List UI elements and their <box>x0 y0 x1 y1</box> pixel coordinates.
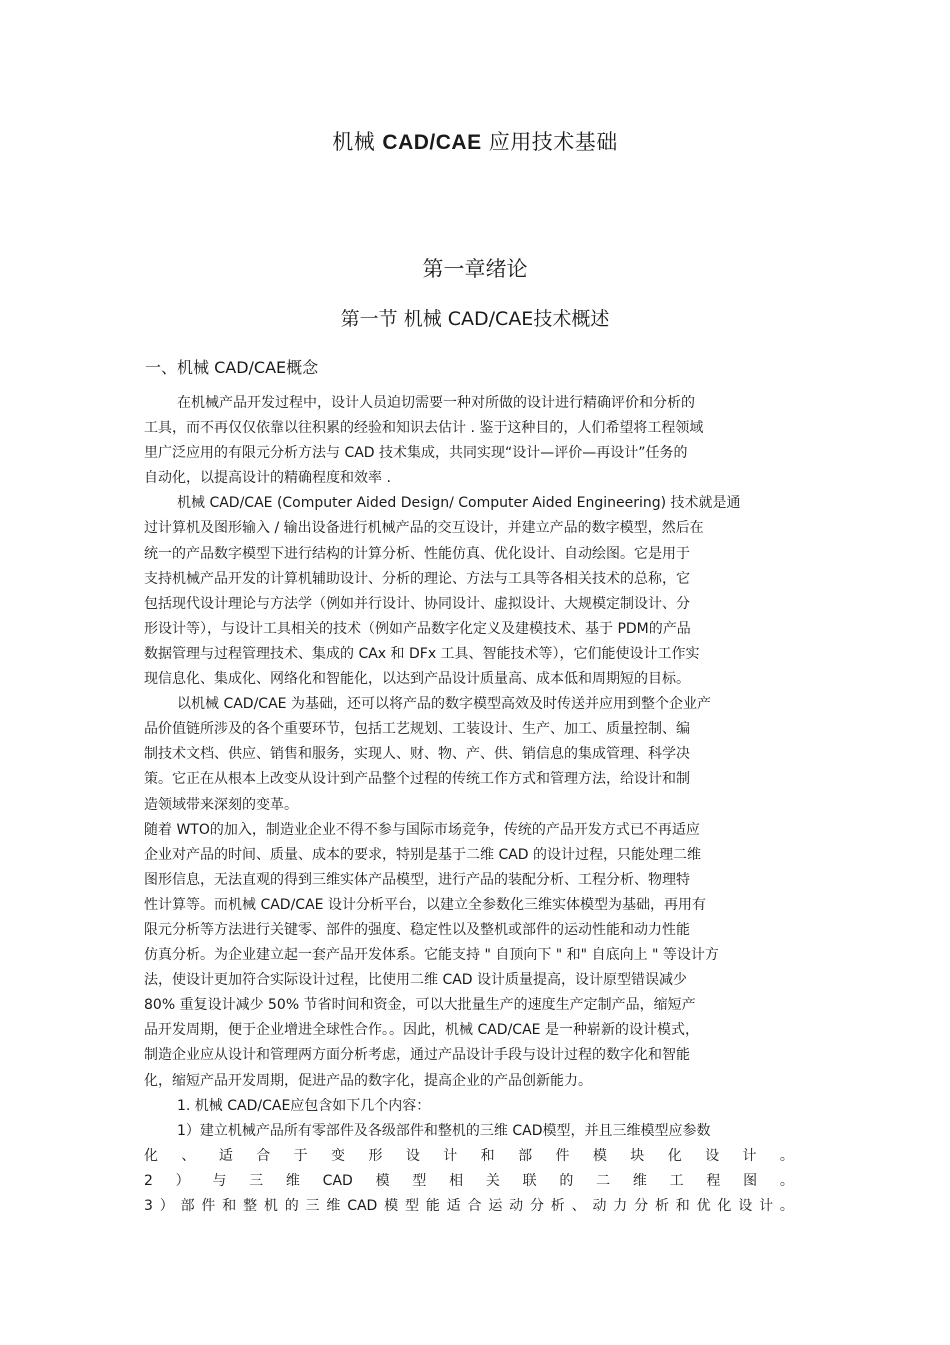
text-line: 造领域带来深刻的变革。 <box>144 796 298 813</box>
text-line: 策。它正在从根本上改变从设计到产品整个过程的传统工作方式和管理方法，给设计和制 <box>144 771 690 788</box>
spread-char: 模 <box>592 1147 607 1164</box>
text-line: 以机械 CAD/CAE 为基础，还可以将产品的数字模型高效及时传送并应用到整个企业产 <box>177 696 711 713</box>
spread-char: 优 <box>696 1198 711 1214</box>
spread-char: 。 <box>779 1172 794 1189</box>
spread-char: 化 <box>144 1147 158 1164</box>
spread-char: 机 <box>263 1198 278 1214</box>
title-prefix: 机械 <box>332 130 383 154</box>
body-text <box>144 391 804 1219</box>
spread-char: 维 <box>326 1198 341 1214</box>
spread-char: 能 <box>425 1198 440 1214</box>
spread-char: 设 <box>705 1147 720 1164</box>
spread-char: 三 <box>249 1172 264 1189</box>
spread-char: 。 <box>779 1147 794 1164</box>
section-title: 第一节 机械 CAD/CAE技术概述 <box>340 308 610 330</box>
spread-char: 模 <box>384 1198 399 1214</box>
spread-char: 块 <box>630 1147 645 1164</box>
spread-char: 计 <box>759 1198 774 1214</box>
title-suffix: 应用技术基础 <box>481 130 618 154</box>
spread-line-3 <box>144 1194 794 1219</box>
text-line: 仿真分析。为企业建立起一套产品开发体系。它能支持 " 自顶向下 " 和" 自底向上 " 等设计方 <box>144 947 719 964</box>
text-line: 机械 CAD/CAE (Computer Aided Design/ Computer Aided Engineering) 技术就是通 <box>177 495 741 512</box>
spread-char: 分 <box>529 1198 544 1214</box>
text-line: 企业对产品的时间、质量、成本的要求，特别是基于二维 CAD 的设计过程，只能处理二维 <box>144 846 702 863</box>
text-line: 图形信息，无法直观的得到三维实体产品模型，进行产品的装配分析、工程分析、物理特 <box>144 871 690 888</box>
spread-char: 分 <box>634 1198 649 1214</box>
spread-char: 动 <box>592 1198 607 1214</box>
text-line: 品价值链所涉及的各个重要环节，包括工艺规划、工装设计、生产、加工、质量控制、编 <box>144 721 690 738</box>
spread-char: 和 <box>480 1147 495 1164</box>
text-line: 里广泛应用的有限元分析方法与 CAD 技术集成，共同实现“设计—评价—再设计”任务的 <box>144 445 688 462</box>
spread-line-2 <box>144 1169 794 1194</box>
text-line: 1. 机械 CAD/CAE应包含如下几个内容： <box>177 1097 431 1114</box>
spread-line-1 <box>144 1144 794 1169</box>
spread-char: 变 <box>331 1147 346 1164</box>
spread-char: 设 <box>738 1198 753 1214</box>
spread-char: 维 <box>285 1172 300 1189</box>
spread-char: 部 <box>180 1198 195 1214</box>
spread-char: 关 <box>485 1172 500 1189</box>
spread-char: 与 <box>212 1172 227 1189</box>
spread-char: CAD <box>347 1198 378 1214</box>
text-line: 性计算等。而机械 CAD/CAE 设计分析平台，以建立全参数化三维实体模型为基础，再用有 <box>144 896 706 913</box>
text-line: 法，使设计更加符合实际设计过程，比使用二维 CAD 设计质量提高，设计原型错误减少 <box>144 972 688 989</box>
spread-char: ） <box>175 1172 190 1189</box>
spread-char: 相 <box>449 1172 464 1189</box>
spread-char: 运 <box>488 1198 503 1214</box>
spread-char: 工 <box>669 1172 684 1189</box>
chapter-title: 第一章绪论 <box>422 257 528 281</box>
spread-char: 的 <box>284 1198 299 1214</box>
spread-char: 和 <box>222 1198 237 1214</box>
text-line: 自动化，以提高设计的精确程度和效率 . <box>144 470 391 487</box>
spread-char: 动 <box>509 1198 524 1214</box>
spread-char: 设 <box>405 1147 420 1164</box>
text-line: 随着 WTO的加入，制造业企业不得不参与国际市场竞争，传统的产品开发方式已不再适应 <box>144 821 700 838</box>
spread-char: 、 <box>571 1198 586 1214</box>
spread-char: 件 <box>555 1147 570 1164</box>
text-line: 过计算机及图形输入 / 输出设备进行机械产品的交互设计，并建立产品的数字模型，然后在 <box>144 520 704 537</box>
spread-char: 联 <box>522 1172 537 1189</box>
text-line: 化，缩短产品开发周期，促进产品的数字化，提高企业的产品创新能力。 <box>144 1072 592 1089</box>
spread-char: 3 <box>144 1198 153 1214</box>
spread-char: 维 <box>632 1172 647 1189</box>
spread-char: 析 <box>550 1198 565 1214</box>
spread-char: 化 <box>667 1147 682 1164</box>
spread-char: 适 <box>446 1198 461 1214</box>
spread-char: 于 <box>293 1147 308 1164</box>
spread-char: 计 <box>742 1147 757 1164</box>
spread-char: 化 <box>717 1198 732 1214</box>
text-line: 80% 重复设计减少 50% 节省时间和资金，可以大批量生产的速度生产定制产品，缩短产 <box>144 997 696 1014</box>
text-line: 数据管理与过程管理技术、集成的 CAx 和 DFx 工具、智能技术等），它们能使设计工作实 <box>144 645 700 662</box>
spread-char: 图 <box>743 1172 758 1189</box>
text-line: 统一的产品数字模型下进行结构的计算分析、性能仿真、优化设计、自动绘图。它是用于 <box>144 545 690 562</box>
text-line: 工具，而不再仅仅依靠以往积累的经验和知识去估计 . 鉴于这种目的，人们希望将工程领域 <box>144 420 704 437</box>
spread-char: 合 <box>256 1147 271 1164</box>
spread-char: 和 <box>675 1198 690 1214</box>
text-line: 现信息化、集成化、网络化和智能化，以达到产品设计质量高、成本低和周期短的目标。 <box>144 671 690 688</box>
text-line: 形设计等），与设计工具相关的技术（例如产品数字化定义及建模技术、基于 PDM的产品 <box>144 620 691 637</box>
spread-char: 件 <box>201 1198 216 1214</box>
spread-char: 型 <box>412 1172 427 1189</box>
spread-char: 整 <box>243 1198 258 1214</box>
text-line: 制造企业应从设计和管理两方面分析考虑，通过产品设计手段与设计过程的数字化和智能 <box>144 1047 690 1064</box>
text-line: 支持机械产品开发的计算机辅助设计、分析的理论、方法与工具等各相关技术的总称，它 <box>144 570 690 587</box>
text-line: 在机械产品开发过程中，设计人员迫切需要一种对所做的设计进行精确评价和分析的 <box>177 395 695 411</box>
spread-char: 的 <box>559 1172 574 1189</box>
text-line: 限元分析等方法进行关键零、部件的强度、稳定性以及整机或部件的运动性能和动力性能 <box>144 921 690 938</box>
spread-char: 适 <box>218 1147 233 1164</box>
spread-char: 模 <box>375 1172 390 1189</box>
title-bold: CAD/CAE <box>382 131 482 154</box>
spread-char: 形 <box>368 1147 383 1164</box>
spread-char: 、 <box>181 1147 196 1164</box>
spread-char: ） <box>159 1198 174 1214</box>
spread-char: 型 <box>405 1198 419 1214</box>
text-line: 1）建立机械产品所有零部件及各级部件和整机的三维 CAD模型，并且三维模型应参数 <box>177 1122 711 1139</box>
document-title <box>0 126 950 156</box>
spread-char: 计 <box>443 1147 458 1164</box>
spread-char: 二 <box>596 1172 611 1189</box>
text-line: 品开发周期，便于企业增进全球性合作。。因此，机械 CAD/CAE 是一种崭新的设计模式， <box>144 1022 699 1039</box>
text-line: 制技术文档、供应、销售和服务，实现人、财、物、产、供、销信息的集成管理、科学决 <box>144 746 690 763</box>
spread-char: 。 <box>779 1198 794 1214</box>
spread-char: CAD <box>322 1172 353 1189</box>
spread-char: 合 <box>467 1198 482 1214</box>
spread-char: 力 <box>613 1198 628 1214</box>
spread-char: 程 <box>706 1172 721 1189</box>
subsection-heading: 一、机械 CAD/CAE概念 <box>145 358 319 377</box>
spread-char: 三 <box>305 1198 320 1214</box>
spread-char: 析 <box>654 1198 669 1214</box>
spread-char: 2 <box>144 1172 153 1189</box>
spread-char: 部 <box>518 1147 533 1164</box>
text-line: 包括现代设计理论与方法学（例如并行设计、协同设计、虚拟设计、大规模定制设计、分 <box>144 595 690 612</box>
